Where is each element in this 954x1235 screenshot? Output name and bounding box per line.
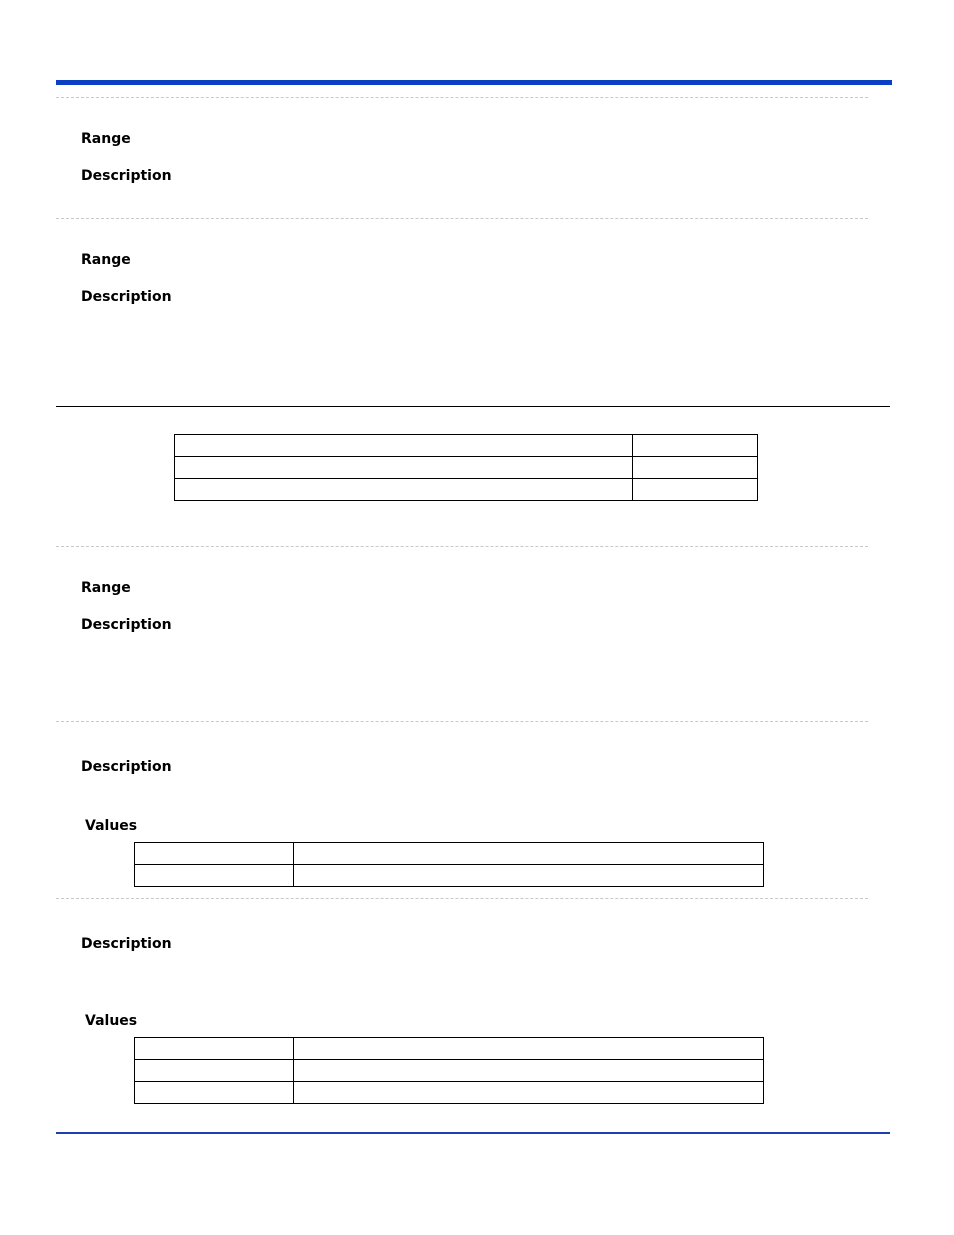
values-label: Values	[85, 1013, 138, 1029]
values-table	[134, 842, 764, 887]
table-cell	[135, 1060, 294, 1082]
description-label: Description	[81, 168, 172, 184]
header-rule	[56, 80, 892, 85]
table-cell	[175, 457, 633, 479]
section-divider	[56, 721, 868, 722]
section-divider	[56, 97, 868, 98]
footer-rule	[56, 1132, 890, 1134]
values-table	[134, 1037, 764, 1104]
table-cell	[633, 457, 758, 479]
table-cell	[294, 1060, 764, 1082]
table-row	[135, 1082, 764, 1104]
table-cell	[175, 435, 633, 457]
table-row	[175, 435, 758, 457]
table-cell	[175, 479, 633, 501]
section-divider	[56, 546, 868, 547]
table-cell	[633, 479, 758, 501]
table-row	[135, 843, 764, 865]
data-table	[174, 434, 758, 501]
table-cell	[294, 1038, 764, 1060]
table-row	[175, 457, 758, 479]
table-cell	[294, 865, 764, 887]
section-divider	[56, 898, 868, 899]
table-row	[135, 1060, 764, 1082]
description-label: Description	[81, 759, 172, 775]
table-cell	[135, 865, 294, 887]
table-cell	[135, 1038, 294, 1060]
description-label: Description	[81, 936, 172, 952]
range-label: Range	[81, 252, 131, 268]
table-cell	[135, 843, 294, 865]
table-cell	[294, 843, 764, 865]
values-label: Values	[85, 818, 138, 834]
range-label: Range	[81, 131, 131, 147]
table-row	[135, 865, 764, 887]
table-cell	[294, 1082, 764, 1104]
range-label: Range	[81, 580, 131, 596]
description-label: Description	[81, 289, 172, 305]
table-cell	[633, 435, 758, 457]
description-label: Description	[81, 617, 172, 633]
section-rule	[56, 406, 890, 407]
table-row	[175, 479, 758, 501]
table-cell	[135, 1082, 294, 1104]
section-divider	[56, 218, 868, 219]
table-row	[135, 1038, 764, 1060]
